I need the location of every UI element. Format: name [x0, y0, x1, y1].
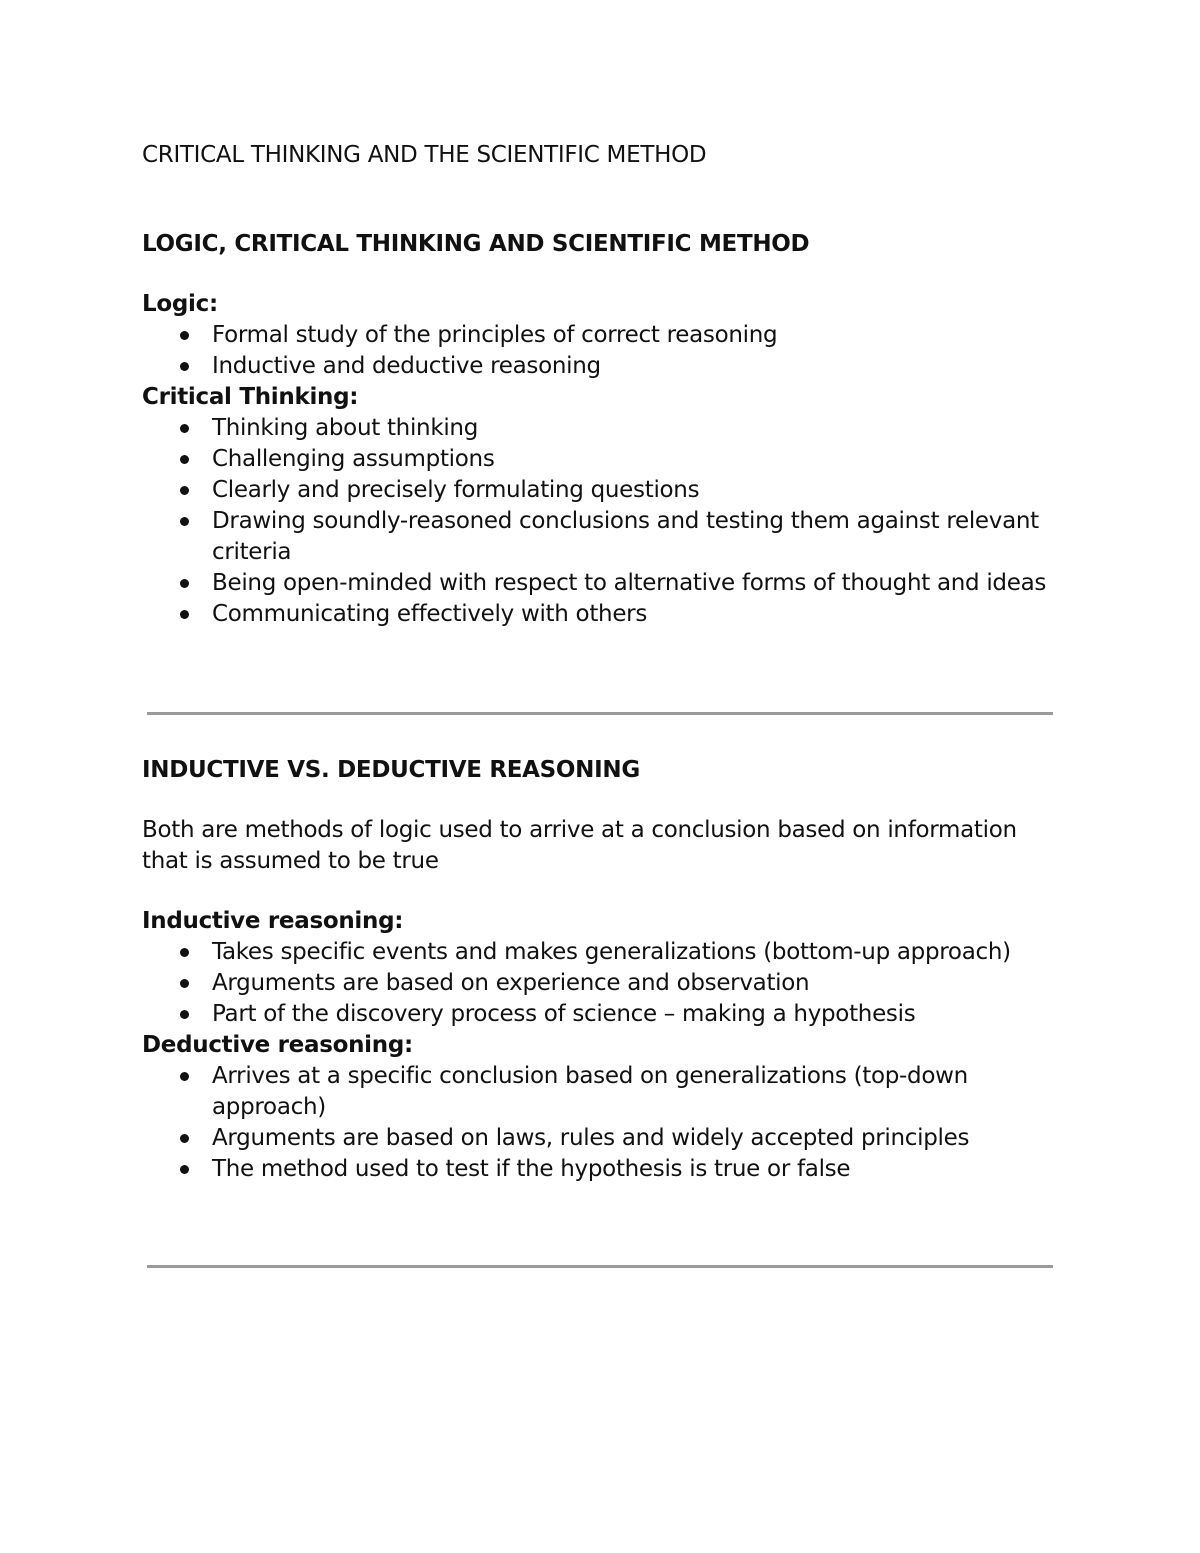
critical-thinking-label: Critical Thinking: [142, 384, 359, 410]
bullet-icon [180, 517, 189, 526]
list-item [142, 444, 1062, 475]
list-item [142, 475, 1062, 506]
horizontal-divider [147, 1265, 1053, 1268]
list-item [142, 1123, 1062, 1154]
list-item-text: Communicating effectively with others [212, 600, 648, 627]
list-item [142, 351, 1062, 382]
list-item-text: Challenging assumptions [212, 446, 495, 472]
list-item-text: Part of the discovery process of science – making a hypothesis [212, 1001, 916, 1027]
section-logic-critical-thinking [142, 229, 1062, 630]
list-item [142, 599, 1062, 630]
list-item [142, 320, 1062, 351]
logic-list [142, 320, 1062, 382]
list-item-text: Thinking about thinking [212, 415, 479, 441]
list-item-text: Drawing soundly-reasoned conclusions and testing them against relevant criteria [212, 508, 1039, 565]
bullet-icon [180, 424, 189, 433]
deductive-label: Deductive reasoning: [142, 1032, 413, 1058]
inductive-list [142, 937, 1062, 1030]
list-item [142, 1061, 1062, 1122]
list-item [142, 506, 1062, 567]
list-item-text: The method used to test if the hypothesis is true or false [212, 1155, 851, 1182]
list-item-text: Being open-minded with respect to alternative forms of thought and ideas [212, 569, 1047, 596]
bullet-icon [180, 331, 189, 340]
list-item-text: Arguments are based on experience and observation [212, 970, 810, 996]
document-title: CRITICAL THINKING AND THE SCIENTIFIC METHOD [142, 142, 707, 168]
inductive-label: Inductive reasoning: [142, 908, 404, 934]
list-item [142, 999, 1062, 1030]
bullet-icon [180, 979, 189, 988]
section-heading: INDUCTIVE VS. DEDUCTIVE REASONING [142, 757, 640, 783]
list-item-text: Formal study of the principles of correct reasoning [212, 322, 778, 348]
list-item-text: Arguments are based on laws, rules and widely accepted principles [212, 1124, 970, 1151]
section-heading: LOGIC, CRITICAL THINKING AND SCIENTIFIC METHOD [142, 231, 810, 257]
critical-thinking-list [142, 413, 1062, 629]
list-item-text: Clearly and precisely formulating questions [212, 477, 700, 503]
horizontal-divider [147, 712, 1053, 715]
bullet-icon [180, 610, 189, 619]
list-item [142, 968, 1062, 999]
list-item-text: Arrives at a specific conclusion based on generalizations (top-down approach) [212, 1063, 968, 1120]
list-item [142, 413, 1062, 444]
list-item [142, 1154, 1062, 1185]
section-inductive-deductive [142, 755, 1062, 1185]
deductive-list [142, 1061, 1062, 1184]
bullet-icon [180, 579, 189, 588]
list-item [142, 568, 1062, 599]
intro-paragraph: Both are methods of logic used to arrive at a conclusion based on information that is assumed to be true [142, 817, 1017, 874]
bullet-icon [180, 362, 189, 371]
list-item [142, 937, 1062, 968]
list-item-text: Inductive and deductive reasoning [212, 353, 601, 379]
bullet-icon [180, 486, 189, 495]
bullet-icon [180, 1134, 189, 1143]
bullet-icon [180, 1165, 189, 1174]
logic-label: Logic: [142, 291, 218, 317]
bullet-icon [180, 948, 189, 957]
bullet-icon [180, 455, 189, 464]
bullet-icon [180, 1010, 189, 1019]
list-item-text: Takes specific events and makes generalizations (bottom-up approach) [212, 939, 1011, 965]
bullet-icon [180, 1072, 189, 1081]
